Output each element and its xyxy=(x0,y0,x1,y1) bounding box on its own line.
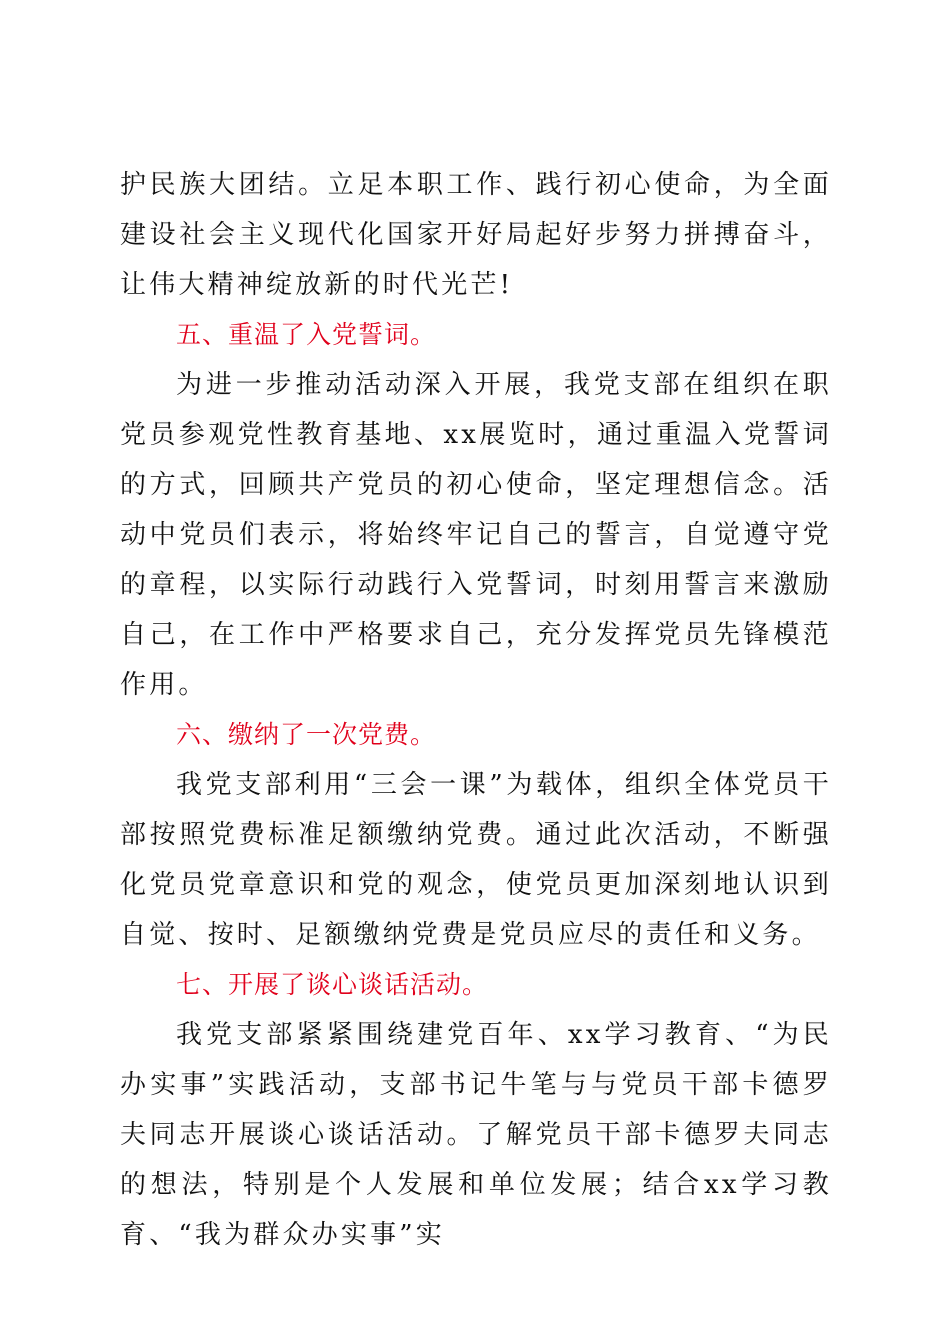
paragraph-continuation: 护民族大团结。立足本职工作、践行初心使命，为全面建设社会主义现代化国家开好局起好步努力拼搏奋斗，让伟大精神绽放新的时代光芒! xyxy=(120,170,832,300)
paragraph-section-7: 我党支部紧紧围绕建党百年、xx学习教育、“为民办实事”实践活动，支部书记牛笔与与党员干部卡德罗夫同志开展谈心谈话活动。了解党员干部卡德罗夫同志的想法，特别是个人发展和单位发展；结合xx学习教育、“我为群众办实事”实 xyxy=(120,1020,832,1250)
paragraph-section-6: 我党支部利用“三会一课”为载体，组织全体党员干部按照党费标准足额缴纳党费。通过此次活动，不断强化党员党章意识和党的观念，使党员更加深刻地认识到自觉、按时、足额缴纳党费是党员应尽的责任和义务。 xyxy=(120,770,832,950)
section-heading-5: 五、重温了入党誓词。 xyxy=(176,320,437,349)
section-heading-6: 六、缴纳了一次党费。 xyxy=(176,720,437,749)
section-heading-7: 七、开展了谈心谈话活动。 xyxy=(176,970,489,999)
paragraph-section-5: 为进一步推动活动深入开展，我党支部在组织在职党员参观党性教育基地、xx展览时，通过重温入党誓词的方式，回顾共产党员的初心使命，坚定理想信念。活动中党员们表示，将始终牢记自己的誓言，自觉遵守党的章程，以实际行动践行入党誓词，时刻用誓言来激励自己，在工作中严格要求自己，充分发挥党员先锋模范作用。 xyxy=(120,370,832,700)
document-body xyxy=(120,160,832,1260)
